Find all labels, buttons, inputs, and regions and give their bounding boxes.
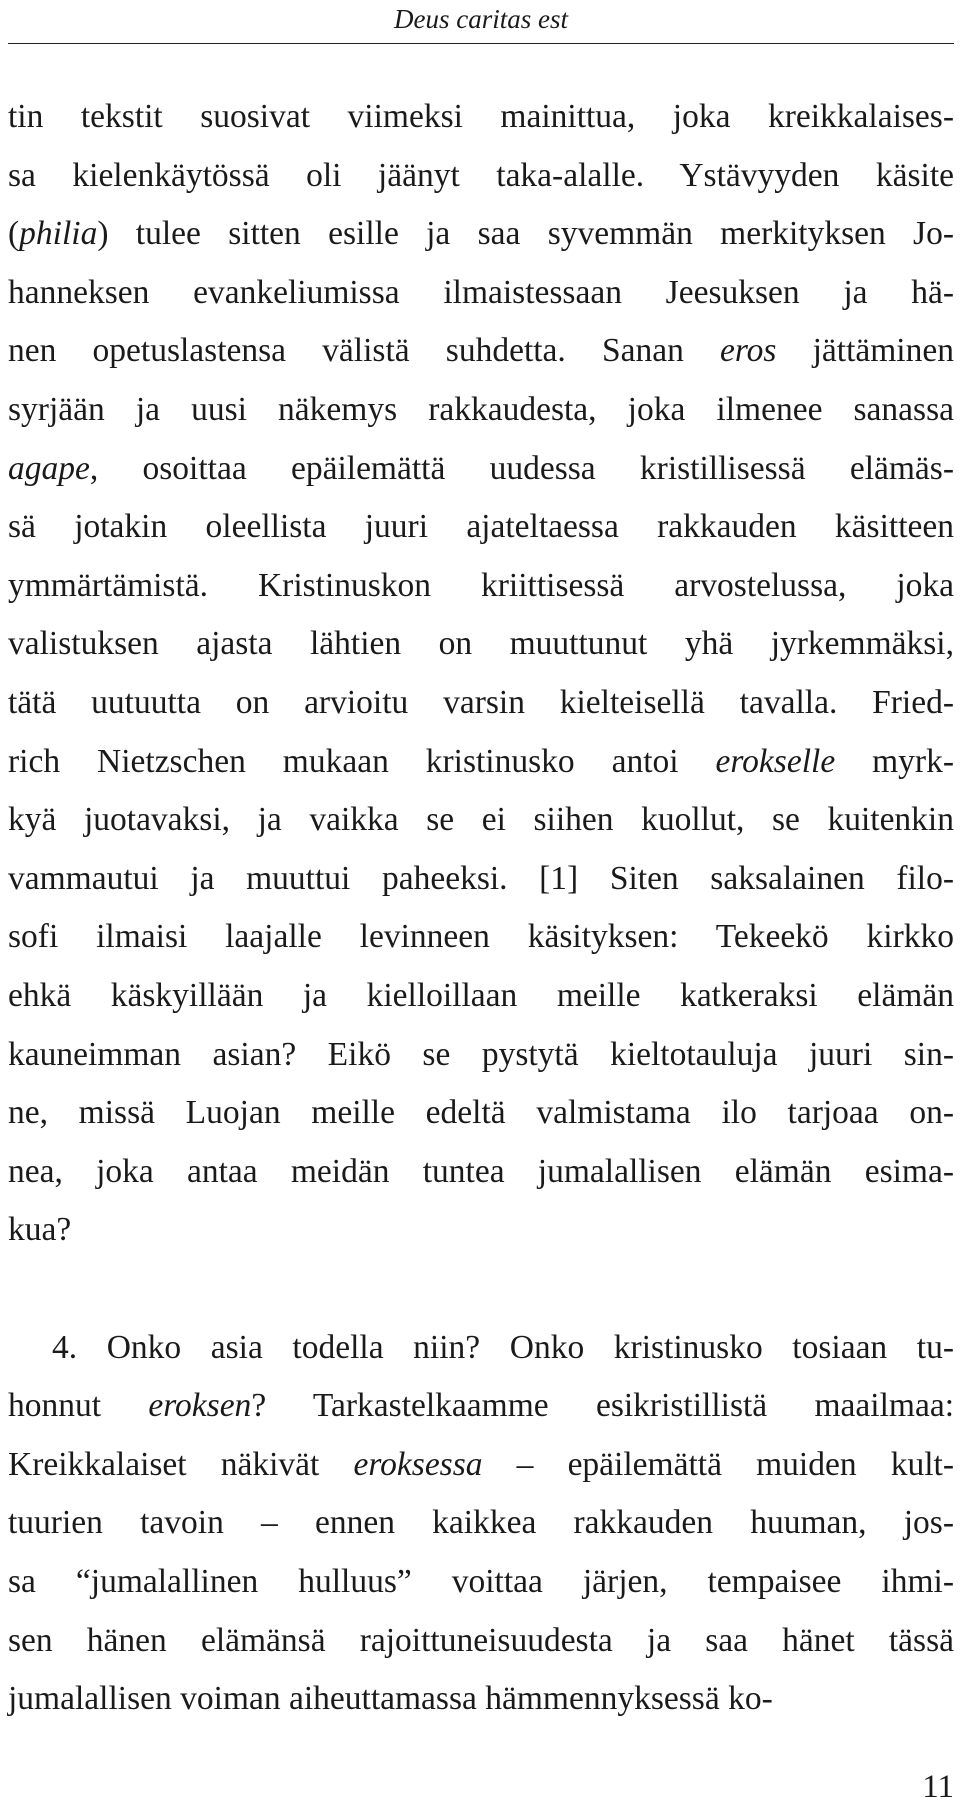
italic-term: eroksen bbox=[148, 1387, 252, 1425]
text-line bbox=[8, 557, 954, 615]
text-line bbox=[8, 733, 954, 791]
text-line bbox=[8, 205, 954, 263]
text-line bbox=[8, 498, 954, 556]
text-line bbox=[8, 1201, 954, 1259]
text-run: sä jotakin oleellista juuri ajateltaessa rakkauden käsitteen bbox=[8, 508, 954, 546]
text-line bbox=[8, 88, 954, 146]
text-line bbox=[8, 264, 954, 322]
text-run: myrk- bbox=[835, 742, 954, 780]
text-run: sofi ilmaisi laajalle levinneen käsityksen: Tekeekö kirkko bbox=[8, 918, 954, 956]
text-line bbox=[8, 1377, 954, 1435]
text-run: honnut bbox=[8, 1387, 149, 1425]
text-run: – epäilemättä muiden kult- bbox=[482, 1445, 954, 1483]
italic-term: eroksessa bbox=[353, 1445, 483, 1483]
italic-term: erokselle bbox=[715, 742, 836, 780]
text-run: hanneksen evankeliumissa ilmaistessaan Jeesuksen ja hä- bbox=[8, 273, 954, 311]
text-run: ehkä käskyillään ja kielloillaan meille katkeraksi elämän bbox=[8, 977, 954, 1014]
text-line bbox=[8, 1084, 954, 1142]
text-run: jumalallisen voiman aiheuttamassa hämmennyksessä ko- bbox=[8, 1680, 773, 1718]
text-run: nen opetuslastensa välistä suhdetta. Sanan bbox=[8, 332, 720, 370]
text-run: ) tulee sitten esille ja saa syvemmän merkityksen Jo- bbox=[97, 215, 954, 253]
text-run: jättäminen bbox=[776, 332, 954, 370]
text-run: vammautui ja muuttui paheeksi. [1] Siten saksalainen filo- bbox=[8, 859, 954, 897]
running-header bbox=[8, 0, 954, 44]
text-run: ( bbox=[8, 215, 20, 253]
text-run: tätä uutuutta on arvioitu varsin kielteisellä tavalla. Fried- bbox=[8, 684, 954, 721]
italic-term: eros bbox=[719, 332, 777, 370]
text-line bbox=[8, 1670, 954, 1728]
text-line bbox=[8, 791, 954, 849]
text-line bbox=[8, 440, 954, 498]
text-run: kauneimman asian? Eikö se pystytä kieltotauluja juuri sin- bbox=[8, 1035, 954, 1073]
text-run: sen hänen elämänsä rajoittuneisuudesta ja saa hänet tässä bbox=[8, 1621, 954, 1659]
italic-term: agape bbox=[8, 449, 90, 487]
text-run: kua? bbox=[8, 1211, 72, 1249]
text-run: kyä juotavaksi, ja vaikka se ei siihen kuollut, se kuitenkin bbox=[8, 801, 954, 839]
text-line bbox=[52, 1319, 954, 1377]
text-run: , osoittaa epäilemättä uudessa kristillisessä elämäs- bbox=[89, 449, 954, 487]
running-header-title: Deus caritas est bbox=[394, 4, 568, 34]
text-run: tuurien tavoin – ennen kaikkea rakkauden huuman, jos- bbox=[8, 1504, 954, 1542]
text-line bbox=[8, 615, 954, 673]
text-run: valistuksen ajasta lähtien on muuttunut yhä jyrkemmäksi, bbox=[8, 625, 954, 663]
text-line bbox=[8, 674, 954, 732]
text-line bbox=[8, 322, 954, 380]
text-line bbox=[8, 967, 954, 1025]
text-line bbox=[8, 1612, 954, 1670]
text-line bbox=[8, 908, 954, 966]
text-run: rich Nietzschen mukaan kristinusko antoi bbox=[8, 742, 716, 780]
text-line bbox=[8, 850, 954, 908]
text-line bbox=[8, 1026, 954, 1084]
text-run: syrjään ja uusi näkemys rakkaudesta, joka ilmenee sanassa bbox=[8, 391, 954, 428]
text-run: sa kielenkäytössä oli jäänyt taka-alalle. Ystävyyden käsite bbox=[8, 156, 954, 194]
text-line bbox=[8, 1494, 954, 1552]
text-line bbox=[8, 381, 954, 439]
text-run: ? Tarkastelkaamme esikristillistä maailmaa: bbox=[251, 1387, 954, 1425]
text-run: Kreikkalaiset näkivät bbox=[8, 1445, 354, 1483]
text-line bbox=[8, 147, 954, 205]
text-run: tin tekstit suosivat viimeksi mainittua, joka kreikkalaises- bbox=[8, 98, 954, 135]
header-rule bbox=[8, 43, 954, 44]
text-run: sa “jumalallinen hulluus” voittaa järjen, tempaisee ihmi- bbox=[8, 1563, 954, 1600]
italic-term: philia bbox=[19, 215, 98, 253]
text-run: ne, missä Luojan meille edeltä valmistama ilo tarjoaa on- bbox=[8, 1094, 954, 1132]
text-line bbox=[8, 1553, 954, 1611]
text-run: ymmärtämistä. Kristinuskon kriittisessä arvostelussa, joka bbox=[8, 566, 954, 604]
page-number: 11 bbox=[922, 1769, 954, 1805]
text-line bbox=[8, 1143, 954, 1201]
text-run: 4. Onko asia todella niin? Onko kristinusko tosiaan tu- bbox=[52, 1328, 954, 1366]
text-run: nea, joka antaa meidän tuntea jumalallisen elämän esima- bbox=[8, 1152, 954, 1190]
text-line bbox=[8, 1436, 954, 1494]
